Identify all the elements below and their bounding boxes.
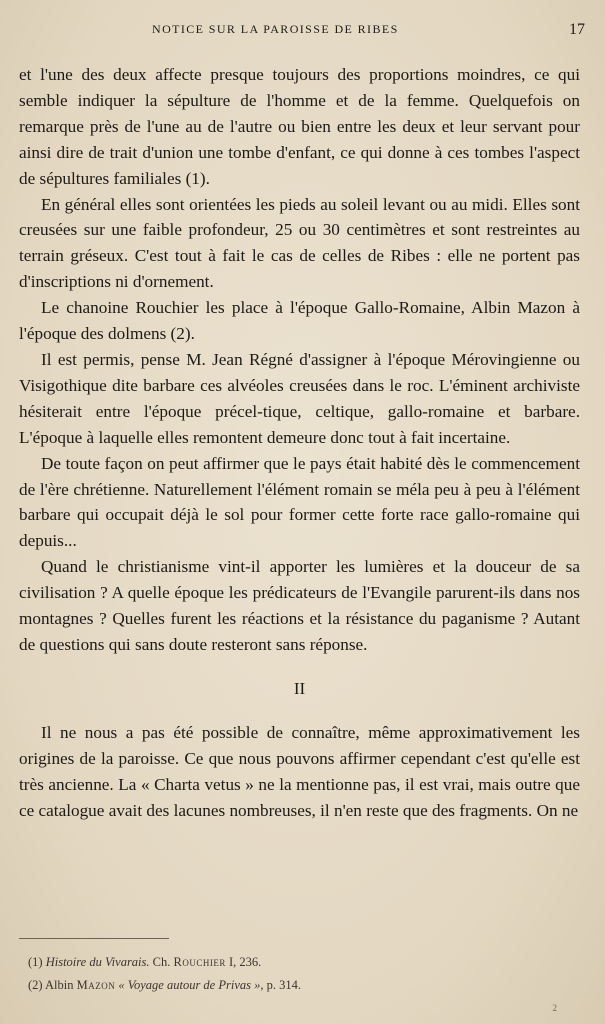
paragraph-2: En général elles sont orientées les pieds au soleil levant ou au midi. Elles sont creusées sur une faible profondeur, 25 ou 30 centimètres et sont restreintes au terrain gréseux. C'est tout à fait le cas de celles de Ribes : elle ne portent pas d'inscriptions ni d'ornement.: [19, 194, 580, 292]
footnote-1-title: Histoire du Vivarais.: [45, 955, 150, 969]
footnote-1: [28, 951, 568, 974]
footnote-1-author: Rouchier: [173, 955, 226, 969]
paragraph-4: Il est permis, pense M. Jean Régné d'assigner à l'époque Mérovingienne ou Visigothique dite barbare ces alvéoles creusées dans le roc. L'éminent archiviste hésiterait entre l'époque précel-tique, celtique, gallo-romaine et barbare. L'époque à laquelle elles remontent demeure donc tout à fait incertaine.: [19, 349, 580, 447]
page-number: 17: [569, 21, 585, 38]
paragraph-6: Quand le christianisme vint-il apporter les lumières et la douceur de sa civilisation ? A quelle époque les prédicateurs de l'Evangile parurent-ils dans nos montagnes ? Quelles furent les réactions et la résistance du paganisme ? Autant de questions qui sans doute resteront sans réponse.: [19, 557, 580, 654]
running-title: NOTICE SUR LA PAROISSE DE RIBES: [152, 22, 399, 36]
paragraph-1: et l'une des deux affecte presque toujours des proportions moindres, ce qui semble indiquer la sépulture de l'homme et de la femme. Quelquefois on remarque près de l'une au de l'autre ou bien entre les deux et leur servant pour ainsi dire de trait d'union une tombe d'enfant, ce qui donne à ces tombes l'aspect de sépultures familiales (1).: [19, 65, 580, 188]
footnote-2-marker: (2): [28, 978, 43, 992]
footnote-2-author-first: Albin: [45, 978, 74, 992]
footnote-1-marker: (1): [28, 955, 43, 969]
footnote-2-author: Mazon: [76, 978, 116, 992]
paragraph-5: De toute façon on peut affirmer que le pays était habité dès le commencement de l'ère chrétienne. Naturellement l'élément romain se méla peu à peu à l'élément barbare qui occupait déjà le sol pour former cette forte race gallo-romaine qui depuis...: [19, 453, 580, 551]
running-head: [0, 22, 605, 42]
footnotes: [28, 951, 568, 997]
footnote-rule: [19, 938, 169, 939]
footnote-1-ref: I, 236.: [228, 955, 262, 969]
footnote-2: [28, 974, 568, 997]
body-text: [19, 62, 580, 823]
paragraph-3: Le chanoine Rouchier les place à l'époque Gallo-Romaine, Albin Mazon à l'époque des dolmens (2).: [19, 298, 580, 344]
paragraph-7: Il ne nous a pas été possible de connaître, même approximativement les origines de la paroisse. Ce que nous pouvons affirmer cependant c'est qu'elle est très ancienne. La « Charta vetus » ne la mentionne pas, il est vrai, mais outre que ce catalogue avait des lacunes nombreuses, il n'en reste que des fragments. On ne: [19, 722, 580, 820]
footnote-2-ref: p. 314.: [266, 978, 301, 992]
footnote-2-title: « Voyage autour de Privas »,: [118, 978, 264, 992]
footnote-1-text: Ch.: [152, 955, 171, 969]
corner-mark: 2: [552, 1003, 557, 1013]
section-heading: II: [293, 678, 306, 698]
